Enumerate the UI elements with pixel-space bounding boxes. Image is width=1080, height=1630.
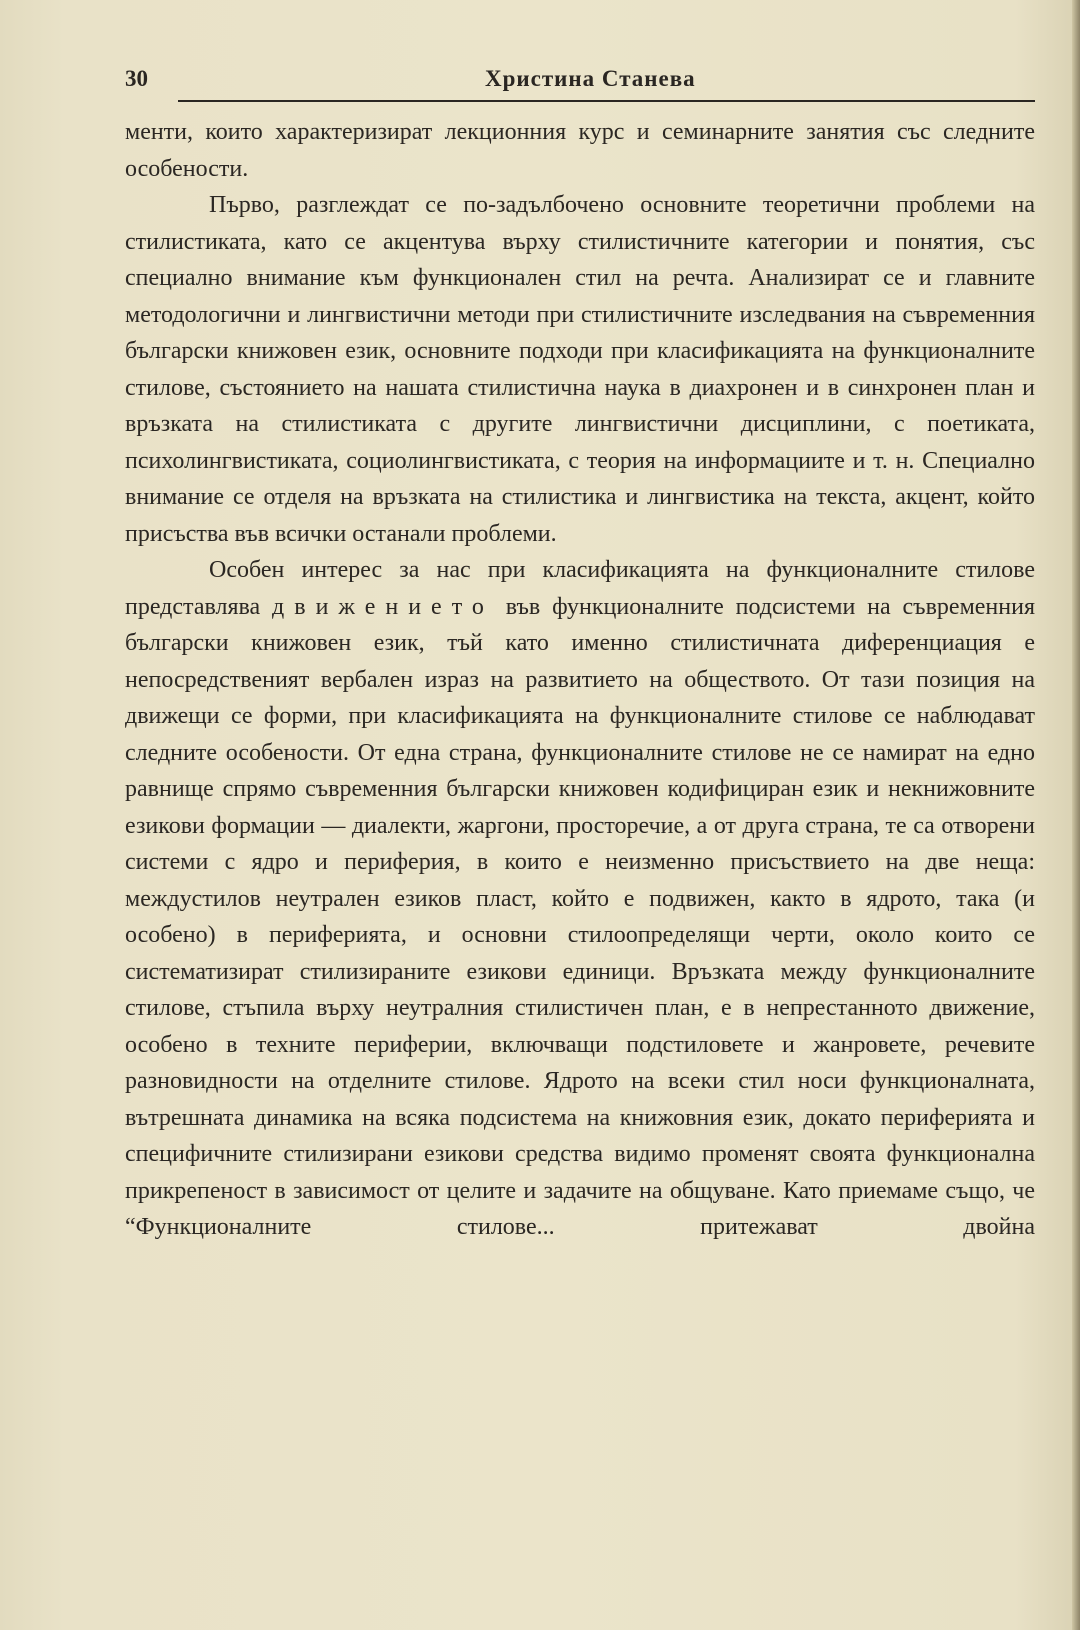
page-header xyxy=(125,66,1035,100)
body-text xyxy=(125,114,1035,1246)
header-rule xyxy=(178,100,1035,102)
page-number: 30 xyxy=(125,66,148,91)
paragraph-1: менти, които характеризират лекционния курс и семинарните занятия със следните особености. xyxy=(125,119,1035,182)
running-title: Христина Станева xyxy=(485,66,696,91)
emphasized-word: движението xyxy=(272,593,494,620)
paragraph-3 xyxy=(125,552,1035,1246)
paragraph-3-text-after: във функционалните подсистеми на съвременния български книжовен език, тъй като именно стилистичната диференциация е непосредственият вербален израз на развитието на обществото. От тази позиция на движещи се форми, при класификацията на функционалните стилове се наблюдават следните особености. От една страна, функционалните стилове не се намират на едно равнище спрямо съвременния български книжовен кодифициран език и некнижовните езикови формации — диалекти, жаргони, просторечие, а от друга страна, те са отворени системи с ядро и периферия, в които е неизменно присъствието на две неща: междустилов неутрален езиков пласт, който е подвижен, както в ядрото, така (и особено) в периферията, и основни стилоопределящи черти, около които се систематизират стилизираните езикови единици. Връзката между функционалните стилове, стъпила върху неутралния стилистичен план, е в непрестанното движение, особено в техните периферии, включващи подстиловете и жанровете, речевите разновидности на отделните стилове. Ядрото на всеки стил носи функционалната, вътрешната динамика на всяка подсистема на книжовния език, докато периферията и специфичните стилизирани езикови средства видимо променят своята функционална прикрепеност в зависимост от целите и задачите на общуване. Като приемаме също, че “Функционалните стилове... притежават двойна xyxy=(125,593,1035,1240)
paragraph-2: Първо, разглеждат се по-задълбочено основните теоретични проблеми на стилистиката, като се акцентува върху стилистичните категории и понятия, със специално внимание към функционален стил на речта. Анализират се и главните методологични и лингвистични методи при стилистичните изследвания на съвременния български книжовен език, основните подходи при класификацията на функционалните стилове, състоянието на нашата стилистична наука в диахронен и в синхронен план и връзката на стилистиката с другите лингвистични дисциплини, с поетиката, психолингвистиката, социолингвистиката, с теория на информациите и т. н. Специално внимание се отделя на връзката на стилистика и лингвистика на текста, акцент, който присъства във всички останали проблеми. xyxy=(125,192,1035,547)
paragraph-3-text-before: Особен интерес за нас при класификацията на функционалните стилове представлява xyxy=(125,557,1035,620)
page-edge-shadow xyxy=(1072,0,1080,1630)
